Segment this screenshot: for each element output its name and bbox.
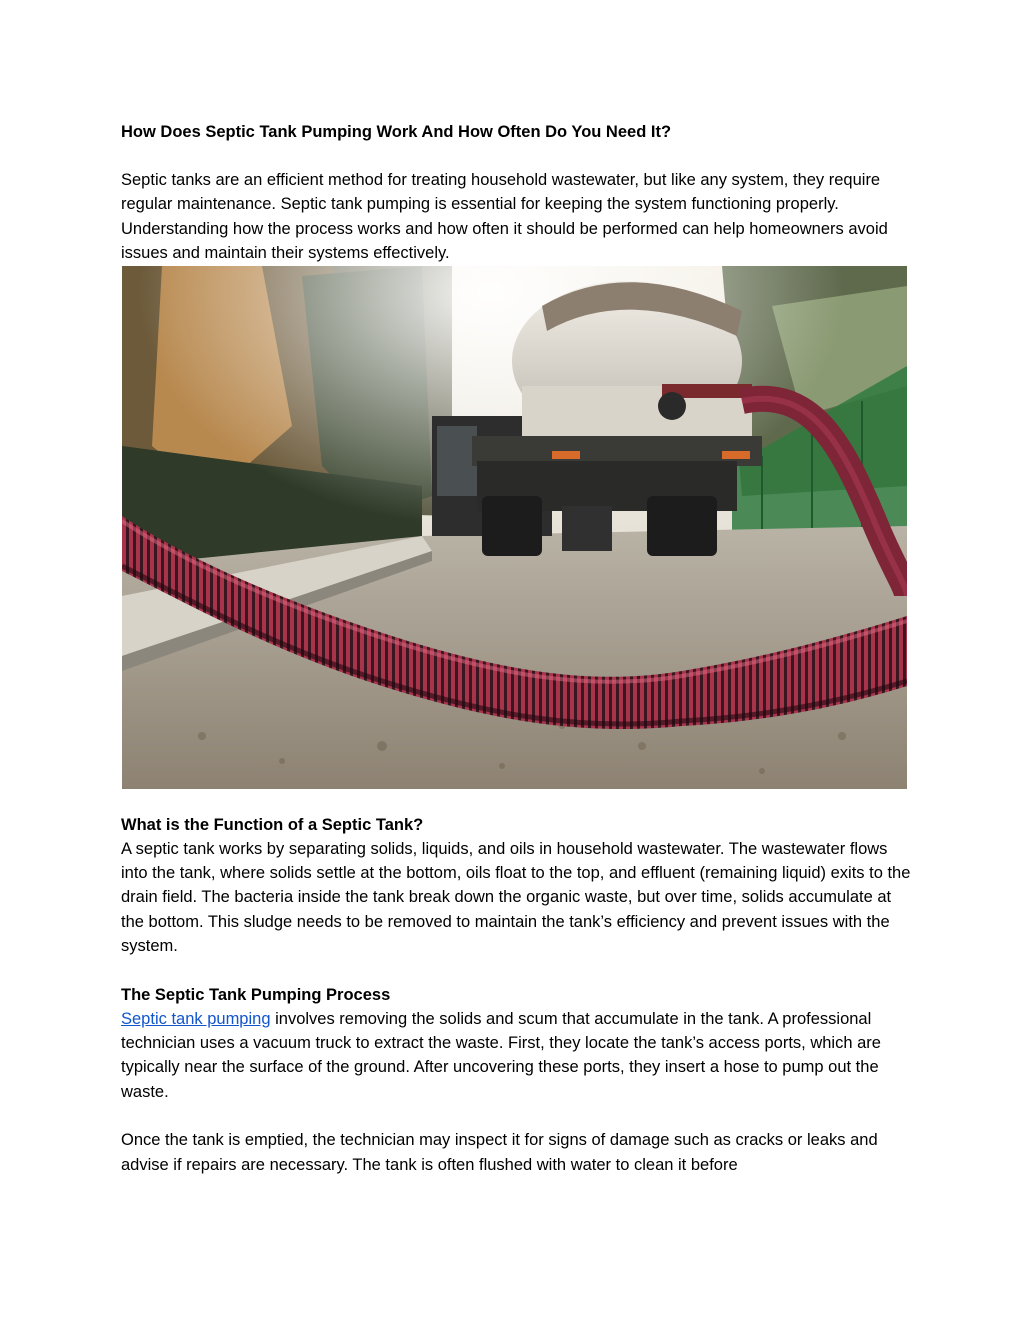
section-heading-function: What is the Function of a Septic Tank?	[121, 815, 424, 834]
septic-tank-pumping-link[interactable]: Septic tank pumping	[121, 1009, 271, 1028]
septic-truck-photo	[122, 266, 907, 789]
spacer	[121, 144, 911, 168]
section-body-inspection: Once the tank is emptied, the technician may inspect it for signs of damage such as cracks or leaks and advise if repairs are necessary. The tank is often flushed with water to clean it before	[121, 1131, 878, 1174]
section-heading-process: The Septic Tank Pumping Process	[121, 985, 391, 1004]
spacer	[121, 789, 911, 813]
section-body-process	[121, 1007, 911, 1105]
intro-paragraph: Septic tanks are an efficient method for treating household wastewater, but like any system, they require regular maintenance. Septic tank pumping is essential for keeping the system functioning properly. Understanding how the process works and how often it should be performed can help homeowners avoid issues and maintain their systems effectively.	[121, 171, 888, 263]
process-text: involves removing the solids and scum that accumulate in the tank. A professional technician uses a vacuum truck to extract the waste. First, they locate the tank’s access ports, which are typically near the surface of the ground. After uncovering these ports, they insert a hose to pump out the waste.	[121, 1009, 881, 1101]
document-page	[121, 120, 911, 1177]
spacer	[121, 959, 911, 983]
spacer	[121, 1104, 911, 1128]
document-title: How Does Septic Tank Pumping Work And How Often Do You Need It?	[121, 123, 672, 141]
section-body-function: A septic tank works by separating solids, liquids, and oils in household wastewater. The wastewater flows into the tank, where solids settle at the bottom, oils float to the top, and effluent (remaining liquid) exits to the drain field. The bacteria inside the tank break down the organic waste, but over time, solids accumulate at the bottom. This sludge needs to be removed to maintain the tank’s efficiency and prevent issues with the system.	[121, 839, 911, 956]
